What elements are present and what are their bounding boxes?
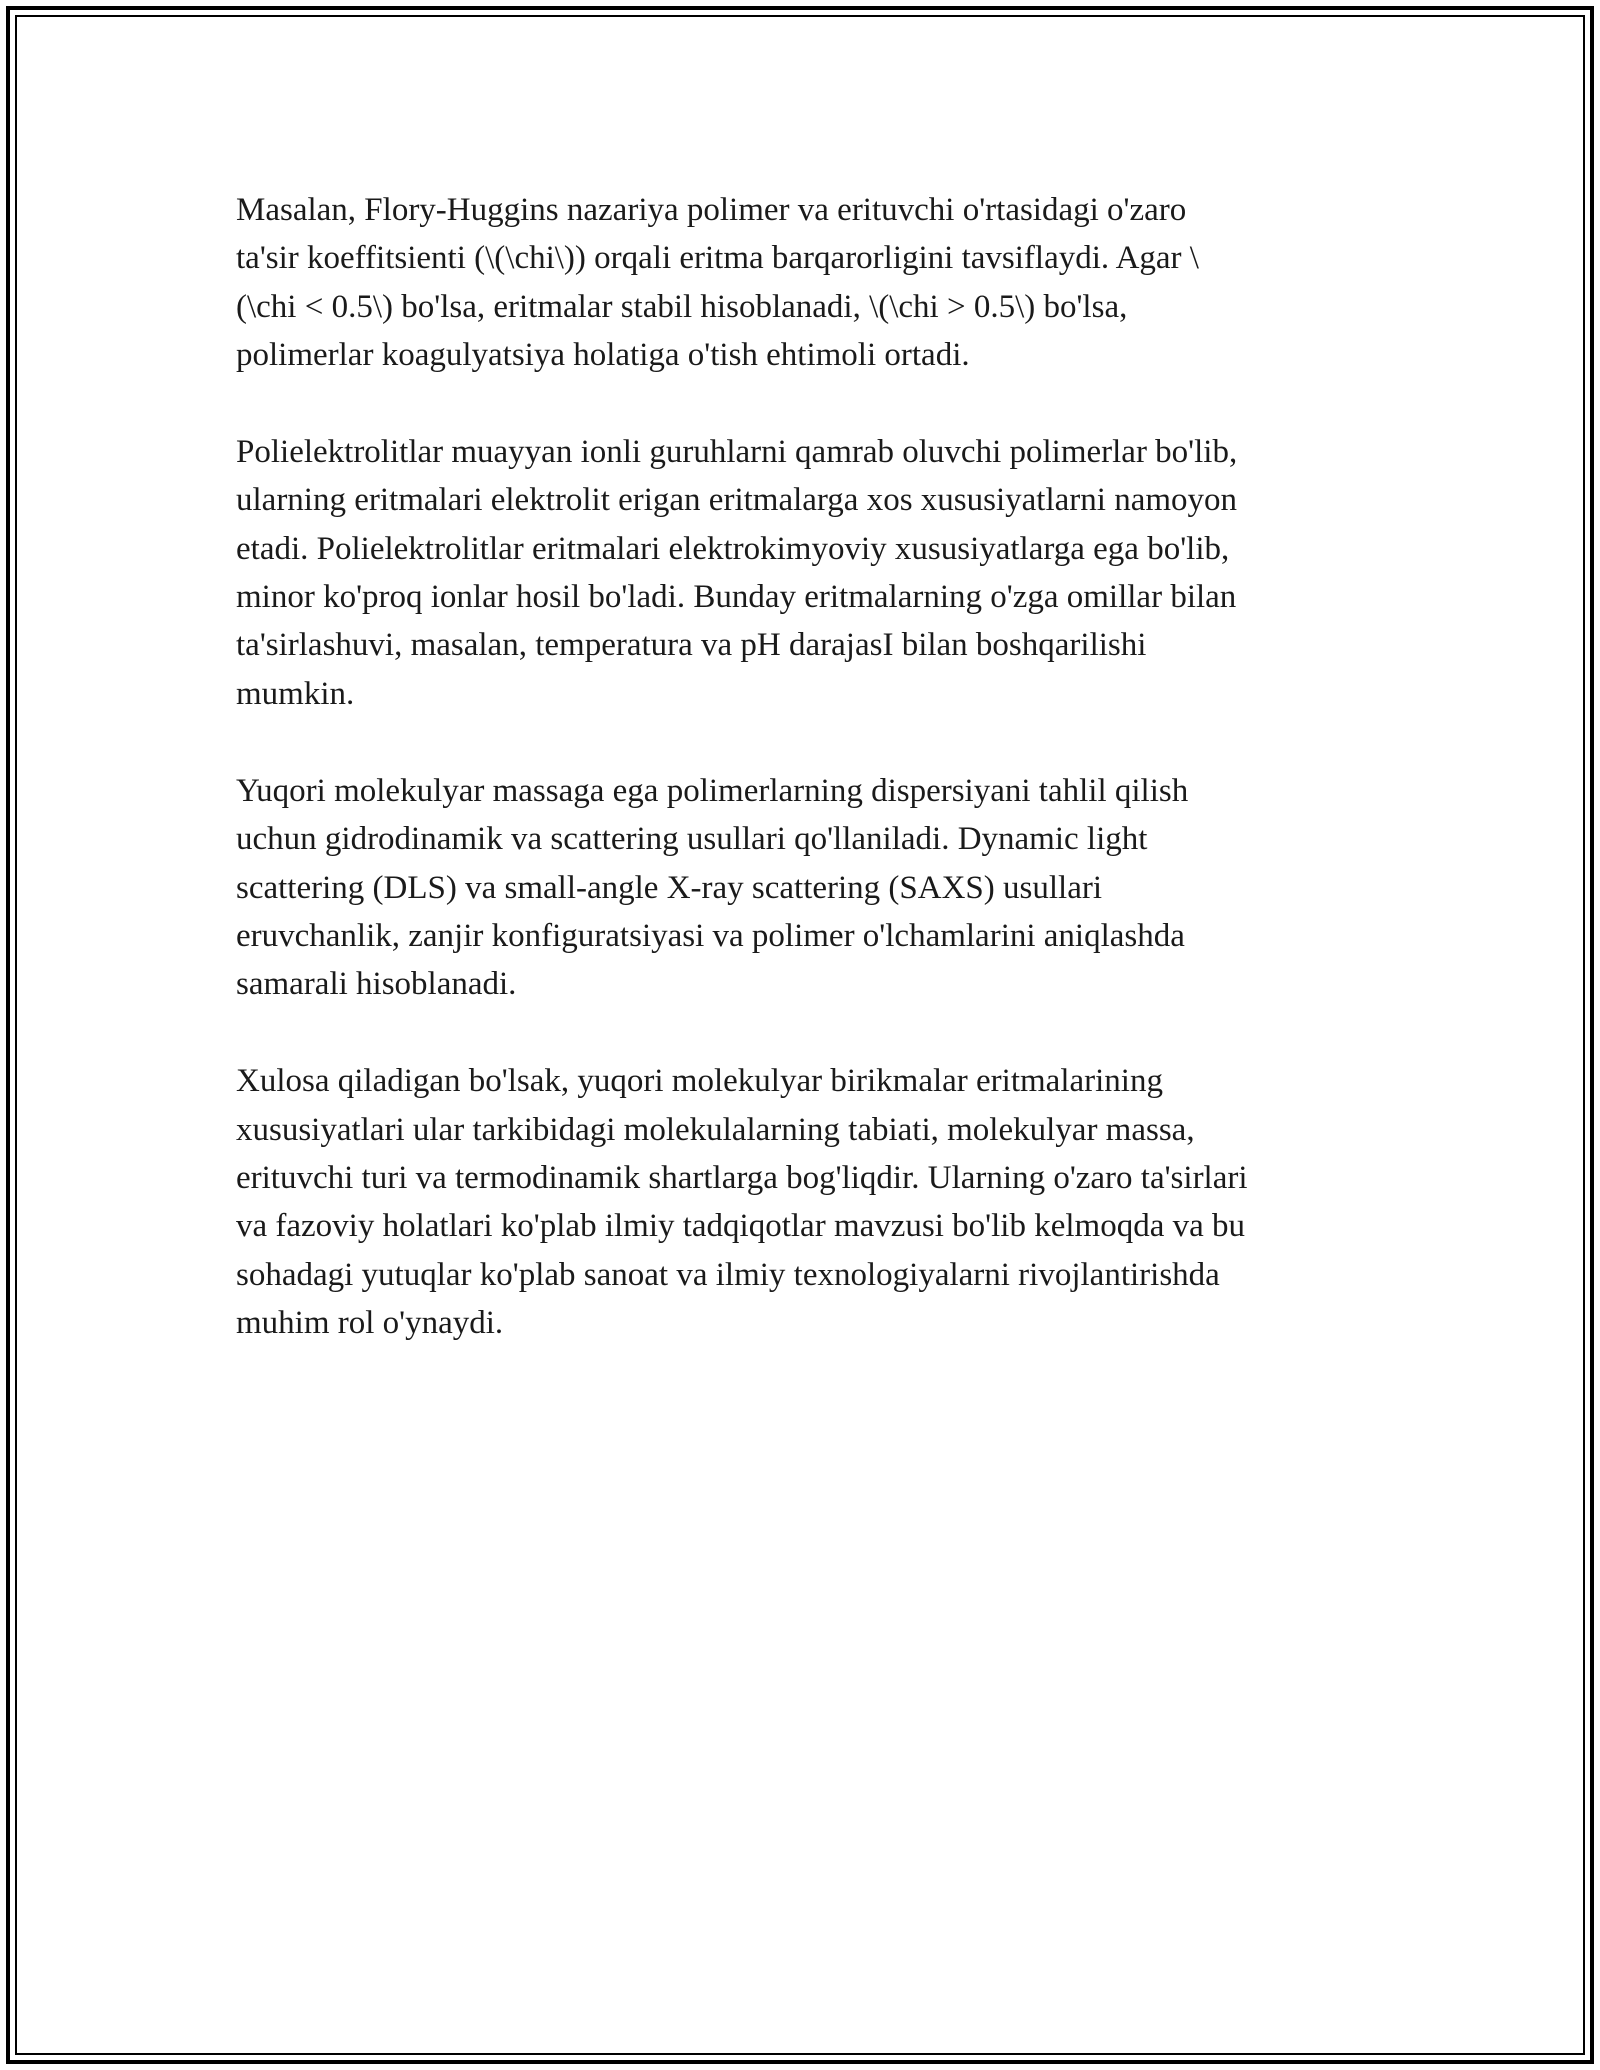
paragraph-scattering-methods: Yuqori molekulyar massaga ega polimerlarning dispersiyani tahlil qilish uchun gidrodinamik va scattering usullari qo'llaniladi. Dynamic light scattering (DLS) va small-angle X-ray scattering (SAXS) usullari eruvchanlik, zanjir konfiguratsiyasi va polimer o'lchamlarini aniqlashda samarali hisoblanadi.	[236, 772, 1189, 1003]
paragraph-polyelectrolytes: Polielektrolitlar muayyan ionli guruhlarni qamrab oluvchi polimerlar bo'lib, ularning eritmalari elektrolit erigan eritmalarga xos xususiyatlarni namoyon etadi. Polielektrolitlar eritmalari elektrokimyoviy xususiyatlarga ega bo'lib, minor ko'proq ionlar hosil bo'ladi. Bunday eritmalarning o'zga omillar bilan ta'sirlashuvi, masalan, temperatura va pH darajasI bilan boshqarilishi mumkin.	[236, 434, 1238, 712]
document-body	[236, 186, 1376, 1396]
paragraph-conclusion: Xulosa qiladigan bo'lsak, yuqori molekulyar birikmalar eritmalarining xususiyatlari ular tarkibidagi molekulalarning tabiati, molekulyar massa, erituvchi turi va termodinamik shartlarga bog'liqdir. Ularning o'zaro ta'sirlari va fazoviy holatlari ko'plab ilmiy tadqiqotlar mavzusi bo'lib kelmoqda va bu sohadagi yutuqlar ko'plab sanoat va ilmiy texnologiyalarni rivojlantirishda muhim rol o'ynaydi.	[236, 1063, 1248, 1341]
paragraph-flory-huggins: Masalan, Flory-Huggins nazariya polimer va erituvchi o'rtasidagi o'zaro ta'sir koeffitsienti (\(\chi\)) orqali eritma barqarorligini tavsiflaydi. Agar \ (\chi < 0.5\) bo'lsa, eritmalar stabil hisoblanadi, \(\chi > 0.5\) bo'lsa, polimerlar koagulyatsiya holatiga o'tish ehtimoli ortadi.	[236, 192, 1199, 373]
